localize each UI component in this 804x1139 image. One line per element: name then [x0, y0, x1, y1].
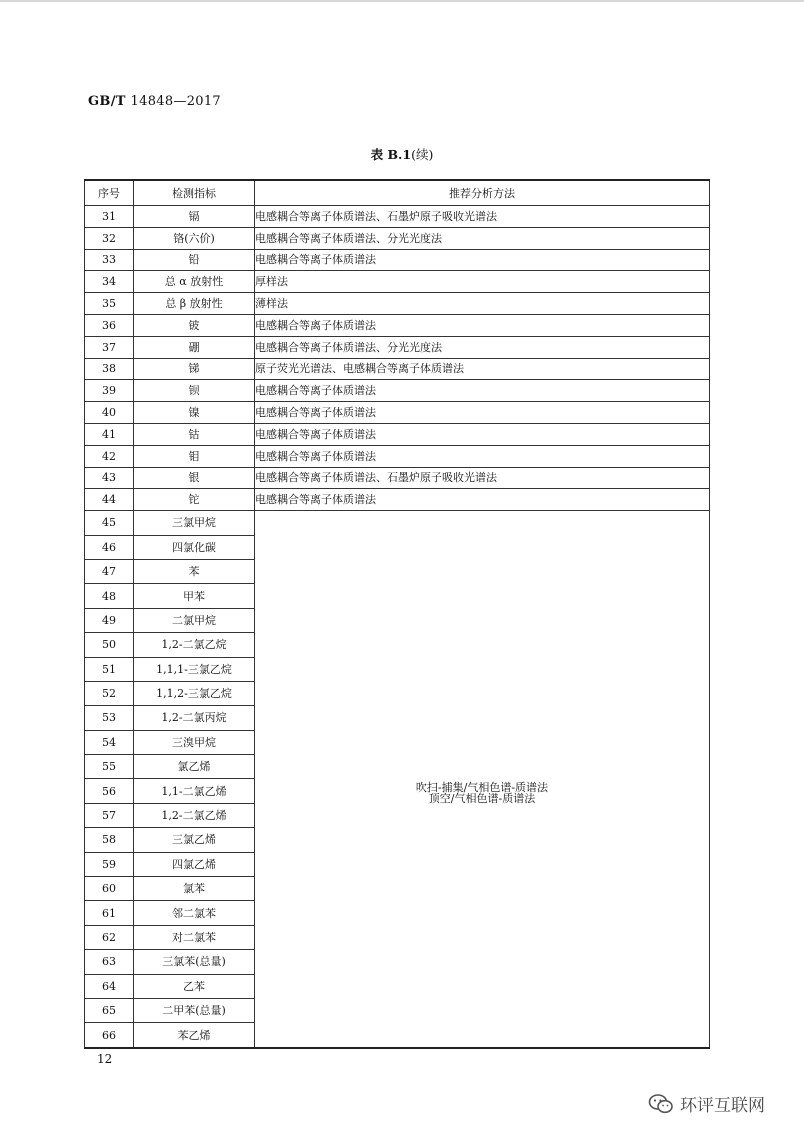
row-indicator: 钼 — [134, 445, 255, 467]
row-indicator: 镉 — [134, 206, 255, 228]
row-indicator: 铬(六价) — [134, 227, 255, 249]
row-number: 41 — [85, 423, 134, 445]
table-title — [0, 145, 804, 163]
row-indicator: 总 α 放射性 — [134, 271, 255, 293]
table-row — [85, 445, 710, 467]
row-number: 46 — [85, 535, 134, 559]
header-method: 推荐分析方法 — [255, 180, 710, 206]
table-row — [85, 402, 710, 424]
row-number: 60 — [85, 877, 134, 901]
table-row — [85, 511, 710, 535]
row-indicator: 苯 — [134, 559, 255, 583]
merged-method-2: 顶空/气相色谱-质谱法 — [428, 791, 536, 805]
row-number: 53 — [85, 706, 134, 730]
table-row — [85, 293, 710, 315]
row-number: 45 — [85, 511, 134, 535]
row-number: 59 — [85, 852, 134, 876]
row-indicator: 1,2-二氯乙烷 — [134, 633, 255, 657]
row-indicator: 对二氯苯 — [134, 925, 255, 949]
row-indicator: 三氯乙烯 — [134, 828, 255, 852]
row-indicator: 二甲苯(总量) — [134, 998, 255, 1022]
row-number: 47 — [85, 559, 134, 583]
row-number: 51 — [85, 657, 134, 681]
table-row — [85, 206, 710, 228]
row-indicator: 三溴甲烷 — [134, 730, 255, 754]
row-number: 61 — [85, 901, 134, 925]
row-number: 40 — [85, 402, 134, 424]
row-indicator: 氯乙烯 — [134, 755, 255, 779]
row-number: 42 — [85, 445, 134, 467]
wechat-icon — [648, 1093, 674, 1115]
row-number: 37 — [85, 336, 134, 358]
row-number: 57 — [85, 803, 134, 827]
standard-number — [88, 94, 221, 109]
watermark — [648, 1091, 765, 1116]
row-number: 35 — [85, 293, 134, 315]
row-method: 电感耦合等离子体质谱法、石墨炉原子吸收光谱法 — [255, 206, 710, 228]
row-method: 电感耦合等离子体质谱法 — [255, 402, 710, 424]
top-border-line — [0, 0, 804, 2]
standard-prefix: GB/T — [88, 94, 126, 109]
row-number: 56 — [85, 779, 134, 803]
row-indicator: 邻二氯苯 — [134, 901, 255, 925]
table-row — [85, 336, 710, 358]
row-indicator: 锑 — [134, 358, 255, 380]
row-indicator: 银 — [134, 467, 255, 489]
row-indicator: 铅 — [134, 249, 255, 271]
row-indicator: 三氯苯(总量) — [134, 950, 255, 974]
row-indicator: 总 β 放射性 — [134, 293, 255, 315]
watermark-text: 环评互联网 — [680, 1096, 765, 1116]
row-number: 31 — [85, 206, 134, 228]
row-method: 电感耦合等离子体质谱法 — [255, 380, 710, 402]
row-method: 电感耦合等离子体质谱法 — [255, 314, 710, 336]
row-number: 36 — [85, 314, 134, 336]
row-indicator: 钡 — [134, 380, 255, 402]
row-method: 原子荧光光谱法、电感耦合等离子体质谱法 — [255, 358, 710, 380]
table-row — [85, 423, 710, 445]
table-header-row — [85, 180, 710, 206]
row-indicator: 氯苯 — [134, 877, 255, 901]
row-number: 49 — [85, 608, 134, 632]
table-row — [85, 380, 710, 402]
row-method: 电感耦合等离子体质谱法 — [255, 489, 710, 511]
table-row — [85, 314, 710, 336]
table-row — [85, 467, 710, 489]
merged-method-cell — [255, 511, 710, 1048]
row-indicator: 钴 — [134, 423, 255, 445]
row-method: 电感耦合等离子体质谱法、分光光度法 — [255, 227, 710, 249]
row-number: 48 — [85, 584, 134, 608]
table-row — [85, 227, 710, 249]
row-indicator: 二氯甲烷 — [134, 608, 255, 632]
row-method: 电感耦合等离子体质谱法、分光光度法 — [255, 336, 710, 358]
row-indicator: 1,2-二氯丙烷 — [134, 706, 255, 730]
row-number: 66 — [85, 1023, 134, 1048]
row-indicator: 乙苯 — [134, 974, 255, 998]
row-method: 电感耦合等离子体质谱法、石墨炉原子吸收光谱法 — [255, 467, 710, 489]
row-number: 63 — [85, 950, 134, 974]
row-indicator: 铍 — [134, 314, 255, 336]
page-number: 12 — [97, 1052, 113, 1066]
row-indicator: 硼 — [134, 336, 255, 358]
row-indicator: 三氯甲烷 — [134, 511, 255, 535]
row-indicator: 1,2-二氯乙烯 — [134, 803, 255, 827]
row-number: 65 — [85, 998, 134, 1022]
row-indicator: 1,1-二氯乙烯 — [134, 779, 255, 803]
row-number: 58 — [85, 828, 134, 852]
header-no: 序号 — [85, 180, 134, 206]
row-number: 64 — [85, 974, 134, 998]
row-indicator: 1,1,1-三氯乙烷 — [134, 657, 255, 681]
table-row — [85, 271, 710, 293]
table-body — [85, 206, 710, 1048]
row-method: 电感耦合等离子体质谱法 — [255, 249, 710, 271]
row-number: 44 — [85, 489, 134, 511]
analysis-method-table — [84, 179, 710, 1049]
row-number: 43 — [85, 467, 134, 489]
row-number: 52 — [85, 681, 134, 705]
row-number: 33 — [85, 249, 134, 271]
row-number: 39 — [85, 380, 134, 402]
table-title-suffix: (续) — [411, 147, 434, 162]
row-method: 电感耦合等离子体质谱法 — [255, 445, 710, 467]
row-number: 34 — [85, 271, 134, 293]
table-row — [85, 249, 710, 271]
row-indicator: 1,1,2-三氯乙烷 — [134, 681, 255, 705]
row-method: 薄样法 — [255, 293, 710, 315]
standard-code: 14848—2017 — [130, 94, 221, 109]
row-indicator: 苯乙烯 — [134, 1023, 255, 1048]
row-indicator: 甲苯 — [134, 584, 255, 608]
table-title-prefix: 表 B.1 — [370, 147, 412, 162]
row-method: 厚样法 — [255, 271, 710, 293]
row-number: 38 — [85, 358, 134, 380]
row-number: 54 — [85, 730, 134, 754]
row-number: 32 — [85, 227, 134, 249]
table-row — [85, 489, 710, 511]
row-number: 62 — [85, 925, 134, 949]
table-row — [85, 358, 710, 380]
row-method: 电感耦合等离子体质谱法 — [255, 423, 710, 445]
row-number: 55 — [85, 755, 134, 779]
row-indicator: 镍 — [134, 402, 255, 424]
row-number: 50 — [85, 633, 134, 657]
merged-method-1: 吹扫-捕集/气相色谱-质谱法 — [415, 780, 549, 794]
row-indicator: 铊 — [134, 489, 255, 511]
row-indicator: 四氯乙烯 — [134, 852, 255, 876]
header-indicator: 检测指标 — [134, 180, 255, 206]
row-indicator: 四氯化碳 — [134, 535, 255, 559]
